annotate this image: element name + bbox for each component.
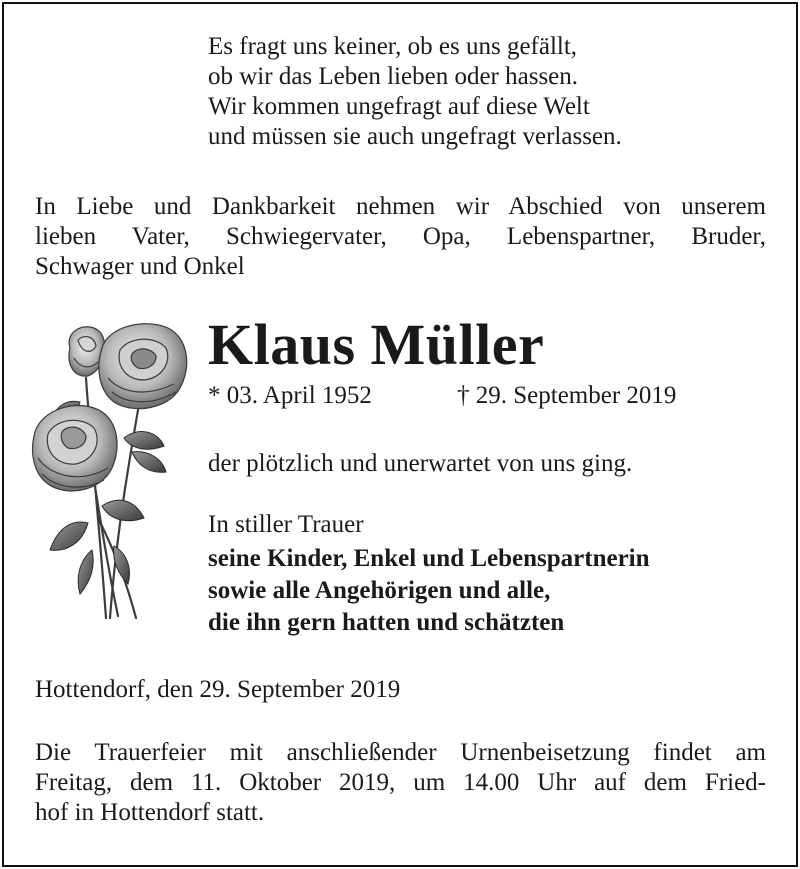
funeral-line-3: hof in Hottendorf statt. (35, 799, 265, 826)
place-date: Hottendorf, den 29. September 2019 (35, 676, 401, 703)
roses-illustration-icon (28, 318, 196, 620)
birth-date: * 03. April 1952 (208, 382, 372, 409)
poem-line-3: Wir kommen ungefragt auf diese Welt (208, 93, 590, 120)
funeral-line-1: Die Trauerfeier mit anschließender Urnenbeisetzung findet am (35, 739, 766, 766)
death-date: † 29. September 2019 (457, 382, 677, 409)
intro-line-1: In Liebe und Dankbarkeit nehmen wir Abschied von unserem (35, 193, 766, 220)
poem-line-4: und müssen sie auch ungefragt verlassen. (208, 123, 622, 150)
circumstance-text: der plötzlich und unerwartet von uns ging. (208, 450, 633, 477)
mourners-heading: In stiller Trauer (208, 511, 364, 538)
intro-paragraph (35, 193, 766, 253)
mourners-line-2: sowie alle Angehörigen und alle, (208, 577, 551, 604)
poem-line-1: Es fragt uns keiner, ob es uns gefällt, (208, 33, 578, 60)
intro-line-3: Schwager und Onkel (35, 253, 245, 280)
deceased-name: Klaus Müller (208, 312, 545, 377)
intro-line-2: lieben Vater, Schwiegervater, Opa, Lebenspartner, Bruder, (35, 223, 766, 250)
mourners-line-1: seine Kinder, Enkel und Lebenspartnerin (208, 545, 650, 572)
poem-line-2: ob wir das Leben lieben oder hassen. (208, 63, 579, 90)
funeral-line-2: Freitag, dem 11. Oktober 2019, um 14.00 Uhr auf dem Fried- (35, 769, 766, 796)
funeral-paragraph (35, 739, 766, 799)
mourners-line-3: die ihn gern hatten und schätzten (208, 609, 565, 636)
